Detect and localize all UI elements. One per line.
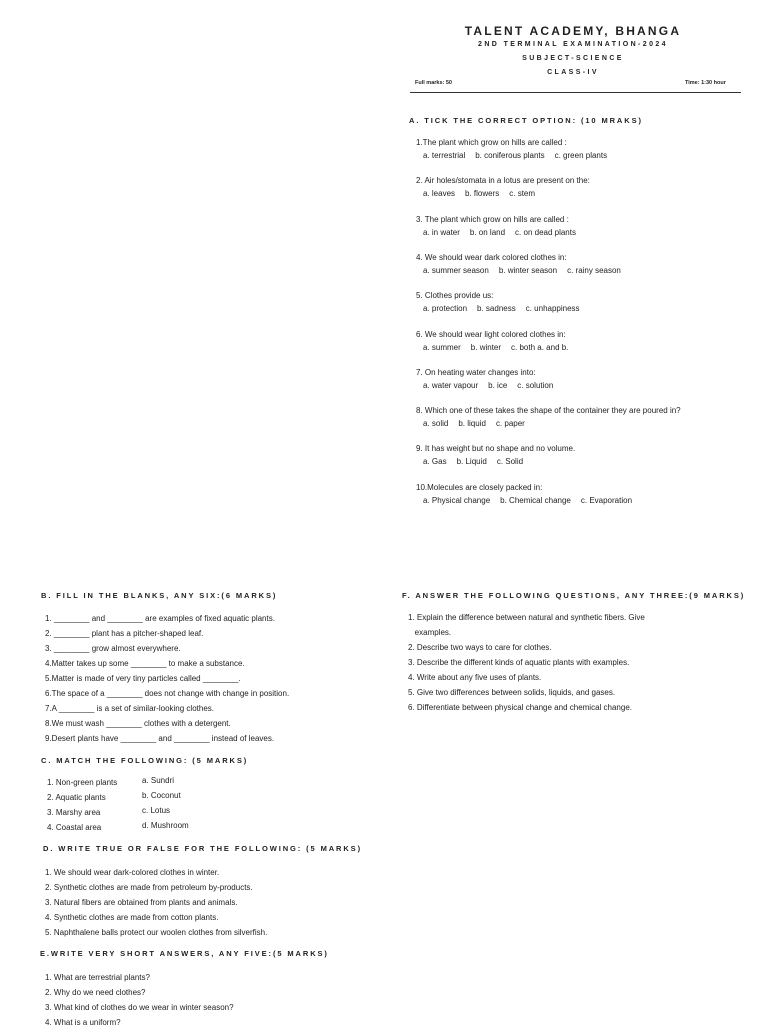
question-text: 9. It has weight but no shape and no volume. <box>416 444 576 453</box>
section-b-title: B. FILL IN THE BLANKS, ANY SIX:(6 MARKS) <box>41 591 278 600</box>
match-left-item: 1. Non-green plants <box>47 778 118 787</box>
option-item: c. paper <box>495 419 525 428</box>
list-item: 3. Describe the different kinds of aquatic plants with examples. <box>408 658 630 667</box>
section-d-title: D. WRITE TRUE OR FALSE FOR THE FOLLOWING: (5 MARKS) <box>43 844 362 853</box>
list-item: 2. Describe two ways to care for clothes. <box>408 643 552 652</box>
option-item: c. green plants <box>554 151 608 160</box>
option-item: c. on dead plants <box>515 228 576 237</box>
section-d-list <box>45 865 267 940</box>
match-left-item: 3. Marshy area <box>47 808 101 817</box>
option-item: a. water vapour <box>423 381 479 390</box>
question-text: 10.Molecules are closely packed in: <box>416 483 543 492</box>
school-name: TALENT ACADEMY, BHANGA <box>464 24 682 38</box>
question-options <box>423 189 535 198</box>
section-c-title: C. MATCH THE FOLLOWING: (5 MARKS) <box>41 756 249 765</box>
list-item: 7.A ________ is a set of similar-looking clothes. <box>45 704 214 713</box>
section-f-title: F. ANSWER THE FOLLOWING QUESTIONS, ANY THREE:(9 MARKS) <box>402 591 746 600</box>
list-item: 6.The space of a ________ does not change with change in position. <box>45 689 290 698</box>
list-item: 3. Natural fibers are obtained from plants and animals. <box>45 898 238 907</box>
class-name: CLASS-IV <box>547 69 599 76</box>
question-options <box>423 266 621 275</box>
match-left-column <box>47 775 117 835</box>
match-right-item: a. Sundri <box>142 776 175 785</box>
option-item: a. solid <box>423 419 449 428</box>
subject-name: SUBJECT-SCIENCE <box>522 55 624 62</box>
list-item: 3. ________ grow almost everywhere. <box>45 644 181 653</box>
question-options <box>423 381 553 390</box>
question-options <box>423 419 525 428</box>
question-text: 5. Clothes provide us: <box>416 291 494 300</box>
question-options <box>423 457 523 466</box>
list-item: 5.Matter is made of very tiny particles called ________. <box>45 674 241 683</box>
list-item: 1. What are terrestrial plants? <box>45 973 150 982</box>
list-item: 2. Synthetic clothes are made from petroleum by-products. <box>45 883 253 892</box>
match-right-item: b. Coconut <box>142 791 181 800</box>
option-item: b. winter season <box>498 266 558 275</box>
list-item: 1. Explain the difference between natural and synthetic fibers. Give <box>408 613 645 622</box>
option-item: a. Physical change <box>423 496 491 505</box>
question-text: 8. Which one of these takes the shape of the container they are poured in? <box>416 406 681 415</box>
option-item: a. leaves <box>423 189 456 198</box>
list-item: 4. Synthetic clothes are made from cotton plants. <box>45 913 219 922</box>
option-item: b. liquid <box>458 419 486 428</box>
option-item: b. winter <box>470 343 502 352</box>
option-item: a. Gas <box>423 457 447 466</box>
option-item: b. ice <box>488 381 508 390</box>
match-right-item: d. Mushroom <box>142 821 189 830</box>
list-item: 2. Why do we need clothes? <box>45 988 146 997</box>
option-item: a. protection <box>423 304 468 313</box>
list-item: 9.Desert plants have ________ and ________ instead of leaves. <box>45 734 275 743</box>
list-item: 4.Matter takes up some ________ to make a substance. <box>45 659 245 668</box>
match-right-item: c. Lotus <box>142 806 171 815</box>
option-item: a. terrestrial <box>423 151 466 160</box>
list-item: 3. What kind of clothes do we wear in winter season? <box>45 1003 234 1012</box>
section-b-list <box>45 611 289 746</box>
option-item: b. flowers <box>465 189 500 198</box>
question-text: 3. The plant which grow on hills are called : <box>416 215 569 224</box>
question-options <box>423 496 632 505</box>
question-options <box>423 151 607 160</box>
question-options <box>423 304 580 313</box>
list-item: 5. Naphthalene balls protect our woolen clothes from silverfish. <box>45 928 268 937</box>
question-text: 4. We should wear dark colored clothes in: <box>416 253 567 262</box>
question-text: 6. We should wear light colored clothes in: <box>416 330 566 339</box>
exam-name: 2ND TERMINAL EXAMINATION-2024 <box>478 41 668 48</box>
list-item: 4. Write about any five uses of plants. <box>408 673 542 682</box>
list-item: 1. ________ and ________ are examples of fixed aquatic plants. <box>45 614 275 623</box>
match-right-column <box>142 773 189 833</box>
option-item: c. unhappiness <box>525 304 580 313</box>
list-item: 1. We should wear dark-colored clothes in winter. <box>45 868 220 877</box>
list-item: 4. What is a uniform? <box>45 1018 121 1027</box>
option-item: a. summer season <box>423 266 489 275</box>
question-text: 7. On heating water changes into: <box>416 368 536 377</box>
option-item: c. stem <box>509 189 536 198</box>
list-item: 5. Give two differences between solids, liquids, and gases. <box>408 688 616 697</box>
header-divider <box>410 92 741 93</box>
option-item: c. Solid <box>496 457 524 466</box>
option-item: b. on land <box>469 228 506 237</box>
match-left-item: 4. Coastal area <box>47 823 102 832</box>
option-item: c. rainy season <box>567 266 621 275</box>
list-item: 8.We must wash ________ clothes with a detergent. <box>45 719 231 728</box>
section-e-title: E.WRITE VERY SHORT ANSWERS, ANY FIVE:(5 MARKS) <box>40 949 329 958</box>
option-item: b. coniferous plants <box>475 151 545 160</box>
option-item: c. Evaporation <box>580 496 633 505</box>
question-options <box>423 343 568 352</box>
option-item: c. solution <box>517 381 554 390</box>
exam-time: Time: 1:30 hour <box>685 80 726 86</box>
section-f-list <box>408 610 645 715</box>
option-item: a. in water <box>423 228 460 237</box>
question-text: 1.The plant which grow on hills are called : <box>416 138 567 147</box>
option-item: b. Liquid <box>456 457 487 466</box>
list-item: 2. ________ plant has a pitcher-shaped leaf. <box>45 629 204 638</box>
list-item: examples. <box>408 628 452 637</box>
option-item: b. Chemical change <box>500 496 571 505</box>
option-item: b. sadness <box>477 304 516 313</box>
section-e-list <box>45 970 234 1030</box>
question-options <box>423 228 576 237</box>
question-text: 2. Air holes/stomata in a lotus are present on the: <box>416 176 590 185</box>
option-item: a. summer <box>423 343 461 352</box>
option-item: c. both a. and b. <box>511 343 569 352</box>
match-left-item: 2. Aquatic plants <box>47 793 106 802</box>
full-marks: Full marks: 50 <box>415 80 452 86</box>
section-a-title: A. TICK THE CORRECT OPTION: (10 MRAKS) <box>409 116 643 125</box>
list-item: 6. Differentiate between physical change and chemical change. <box>408 703 632 712</box>
